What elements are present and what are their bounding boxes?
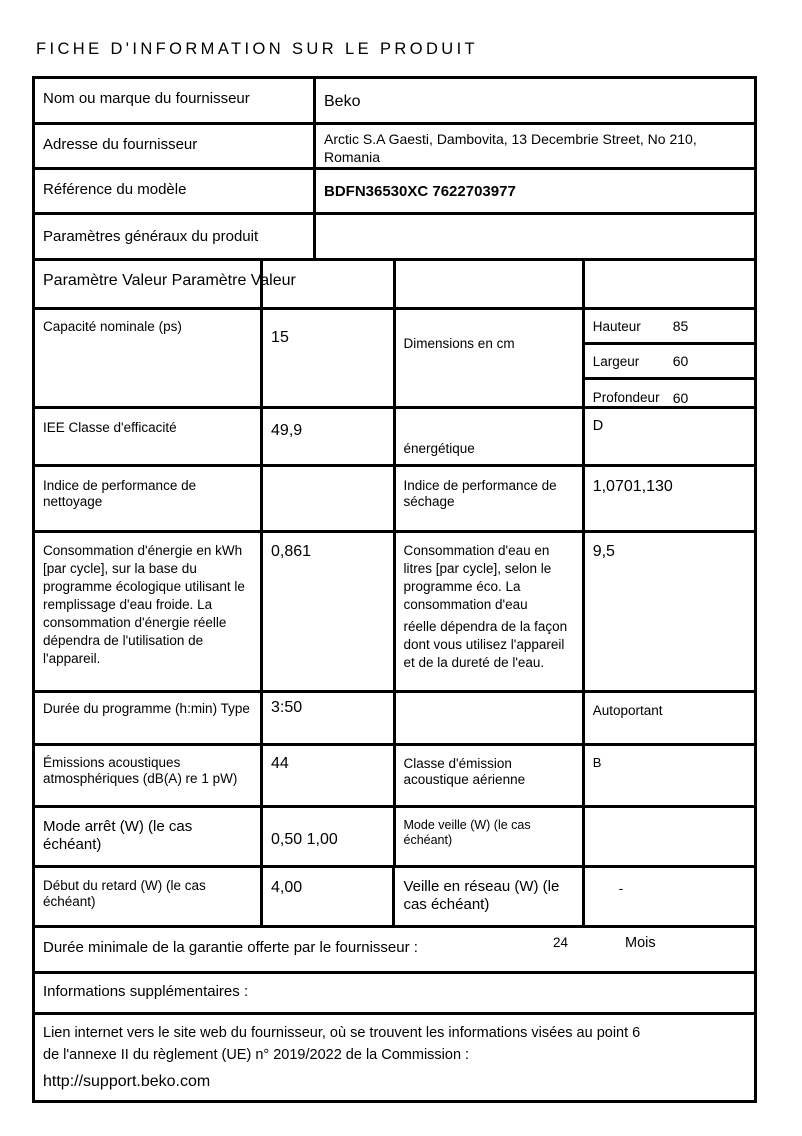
supplier-address-label: Adresse du fournisseur	[35, 125, 316, 167]
table-row-supplier-link	[35, 1015, 754, 1103]
supplier-address-value: Arctic S.A Gaesti, Dambovita, 13 Decembrie Street, No 210, Romania	[324, 131, 697, 165]
drying-performance-label: Indice de performance de séchage	[396, 467, 585, 530]
installation-type-value: Autoportant	[592, 703, 663, 718]
dimension-width-label: Largeur	[592, 353, 640, 369]
drying-performance-value: 1,0701,130	[592, 478, 673, 495]
column-header-param-2	[396, 261, 585, 307]
table-row-off-mode	[35, 808, 754, 868]
column-header-value-2	[585, 261, 754, 307]
water-consumption-value: 9,5	[592, 543, 615, 560]
delay-start-label: Début du retard (W) (le cas échéant)	[35, 868, 263, 925]
table-row-delay-start	[35, 868, 754, 928]
dimension-height-label: Hauteur	[592, 318, 641, 334]
dimension-depth-label: Profondeur	[592, 390, 660, 405]
iee-value: 49,9	[263, 409, 395, 464]
programme-duration-value: 3:50	[263, 693, 395, 743]
model-reference-label: Référence du modèle	[35, 170, 316, 212]
supplier-name-value: Beko	[324, 93, 361, 110]
dimension-width-value: 60	[672, 353, 689, 369]
warranty-value: 24	[553, 935, 569, 950]
networked-standby-label: Veille en réseau (W) (le cas échéant)	[395, 868, 584, 925]
product-data-table	[32, 76, 757, 1103]
water-consumption-label-part1: Consommation d'eau en litres [par cycle], selon le programme éco. La consommation d'eau	[403, 543, 552, 612]
programme-duration-label	[35, 693, 263, 743]
general-parameters-label: Paramètres généraux du produit	[35, 215, 316, 258]
off-mode-label: Mode arrêt (W) (le cas échéant)	[35, 808, 263, 865]
model-reference-value: BDFN36530XC 7622703977	[324, 183, 516, 200]
table-row-supplier-name	[35, 79, 754, 125]
page-title: FICHE D'INFORMATION SUR LE PRODUIT	[36, 40, 479, 58]
table-row-programme-duration	[35, 693, 754, 746]
off-mode-value: 0,50 1,00	[263, 808, 395, 865]
water-consumption-label-part2: réelle dépendra de la façon dont vous utilisez l'appareil et de la dureté de l'eau.	[403, 618, 568, 670]
supplier-name-label: Nom ou marque du fournisseur	[35, 79, 316, 122]
table-row-energy-efficiency	[35, 409, 754, 467]
capacity-label: Capacité nominale (ps)	[35, 310, 263, 406]
table-row-model-reference	[35, 170, 754, 215]
delay-start-value: 4,00	[263, 868, 395, 925]
acoustic-class-label: Classe d'émission acoustique aérienne	[396, 746, 585, 805]
iee-class-value: D	[592, 418, 604, 434]
acoustic-class-value: B	[592, 755, 602, 770]
table-row-acoustic-emissions	[35, 746, 754, 808]
capacity-value: 15	[263, 310, 395, 406]
dimension-row-width	[585, 345, 754, 380]
table-row-additional-info	[35, 974, 754, 1015]
dimension-height-value: 85	[672, 318, 689, 334]
supplier-url[interactable]: http://support.beko.com	[43, 1072, 211, 1090]
standby-mode-value	[585, 808, 754, 865]
acoustic-emissions-label: Émissions acoustiques atmosphériques (dB(A) re 1 pW)	[35, 746, 263, 805]
installation-type-label	[396, 693, 585, 743]
dimensions-subtable	[585, 310, 754, 406]
energy-consumption-label: Consommation d'énergie en kWh [par cycle], sur la base du programme écologique utilisant le remplissage d'eau froide. La consommation d'énergie réelle dépendra de l'utilisation de l'appareil.	[35, 533, 263, 690]
table-row-warranty	[35, 928, 754, 974]
table-row-general-parameters	[35, 215, 754, 261]
supplier-link-line-2: de l'annexe II du règlement (UE) n° 2019/2022 de la Commission :	[43, 1046, 470, 1063]
supplier-link-block	[35, 1015, 754, 1100]
table-row-performance-index	[35, 467, 754, 533]
additional-info-label: Informations supplémentaires :	[43, 983, 249, 1000]
standby-mode-label: Mode veille (W) (le cas échéant)	[396, 808, 585, 865]
iee-label: IEE Classe d'efficacité	[35, 409, 263, 464]
column-headers-label: Paramètre Valeur Paramètre Valeur	[43, 272, 296, 289]
warranty-label: Durée minimale de la garantie offerte par le fournisseur :	[43, 939, 418, 956]
column-header-group	[35, 261, 296, 307]
energy-consumption-value: 0,861	[263, 533, 395, 690]
dimension-depth-value: 60	[672, 389, 689, 406]
programme-duration-label-text: Durée du programme (h:min) Type	[43, 701, 250, 716]
networked-standby-value: -	[618, 880, 624, 896]
table-row-capacity	[35, 310, 754, 409]
cleaning-performance-label: Indice de performance de nettoyage	[35, 467, 263, 530]
cleaning-performance-value	[263, 467, 395, 530]
warranty-unit: Mois	[625, 935, 656, 951]
supplier-link-line-1: Lien internet vers le site web du fournisseur, où se trouvent les informations visées au point 6	[43, 1025, 641, 1041]
general-parameters-value	[316, 215, 754, 258]
dimensions-label: Dimensions en cm	[396, 310, 585, 406]
table-row-column-headers	[35, 261, 754, 310]
table-row-supplier-address	[35, 125, 754, 170]
water-consumption-label	[396, 533, 585, 690]
acoustic-emissions-value: 44	[263, 746, 395, 805]
table-row-consumption	[35, 533, 754, 693]
dimension-row-height	[585, 310, 754, 345]
iee-label-continued: énergétique	[396, 409, 585, 464]
